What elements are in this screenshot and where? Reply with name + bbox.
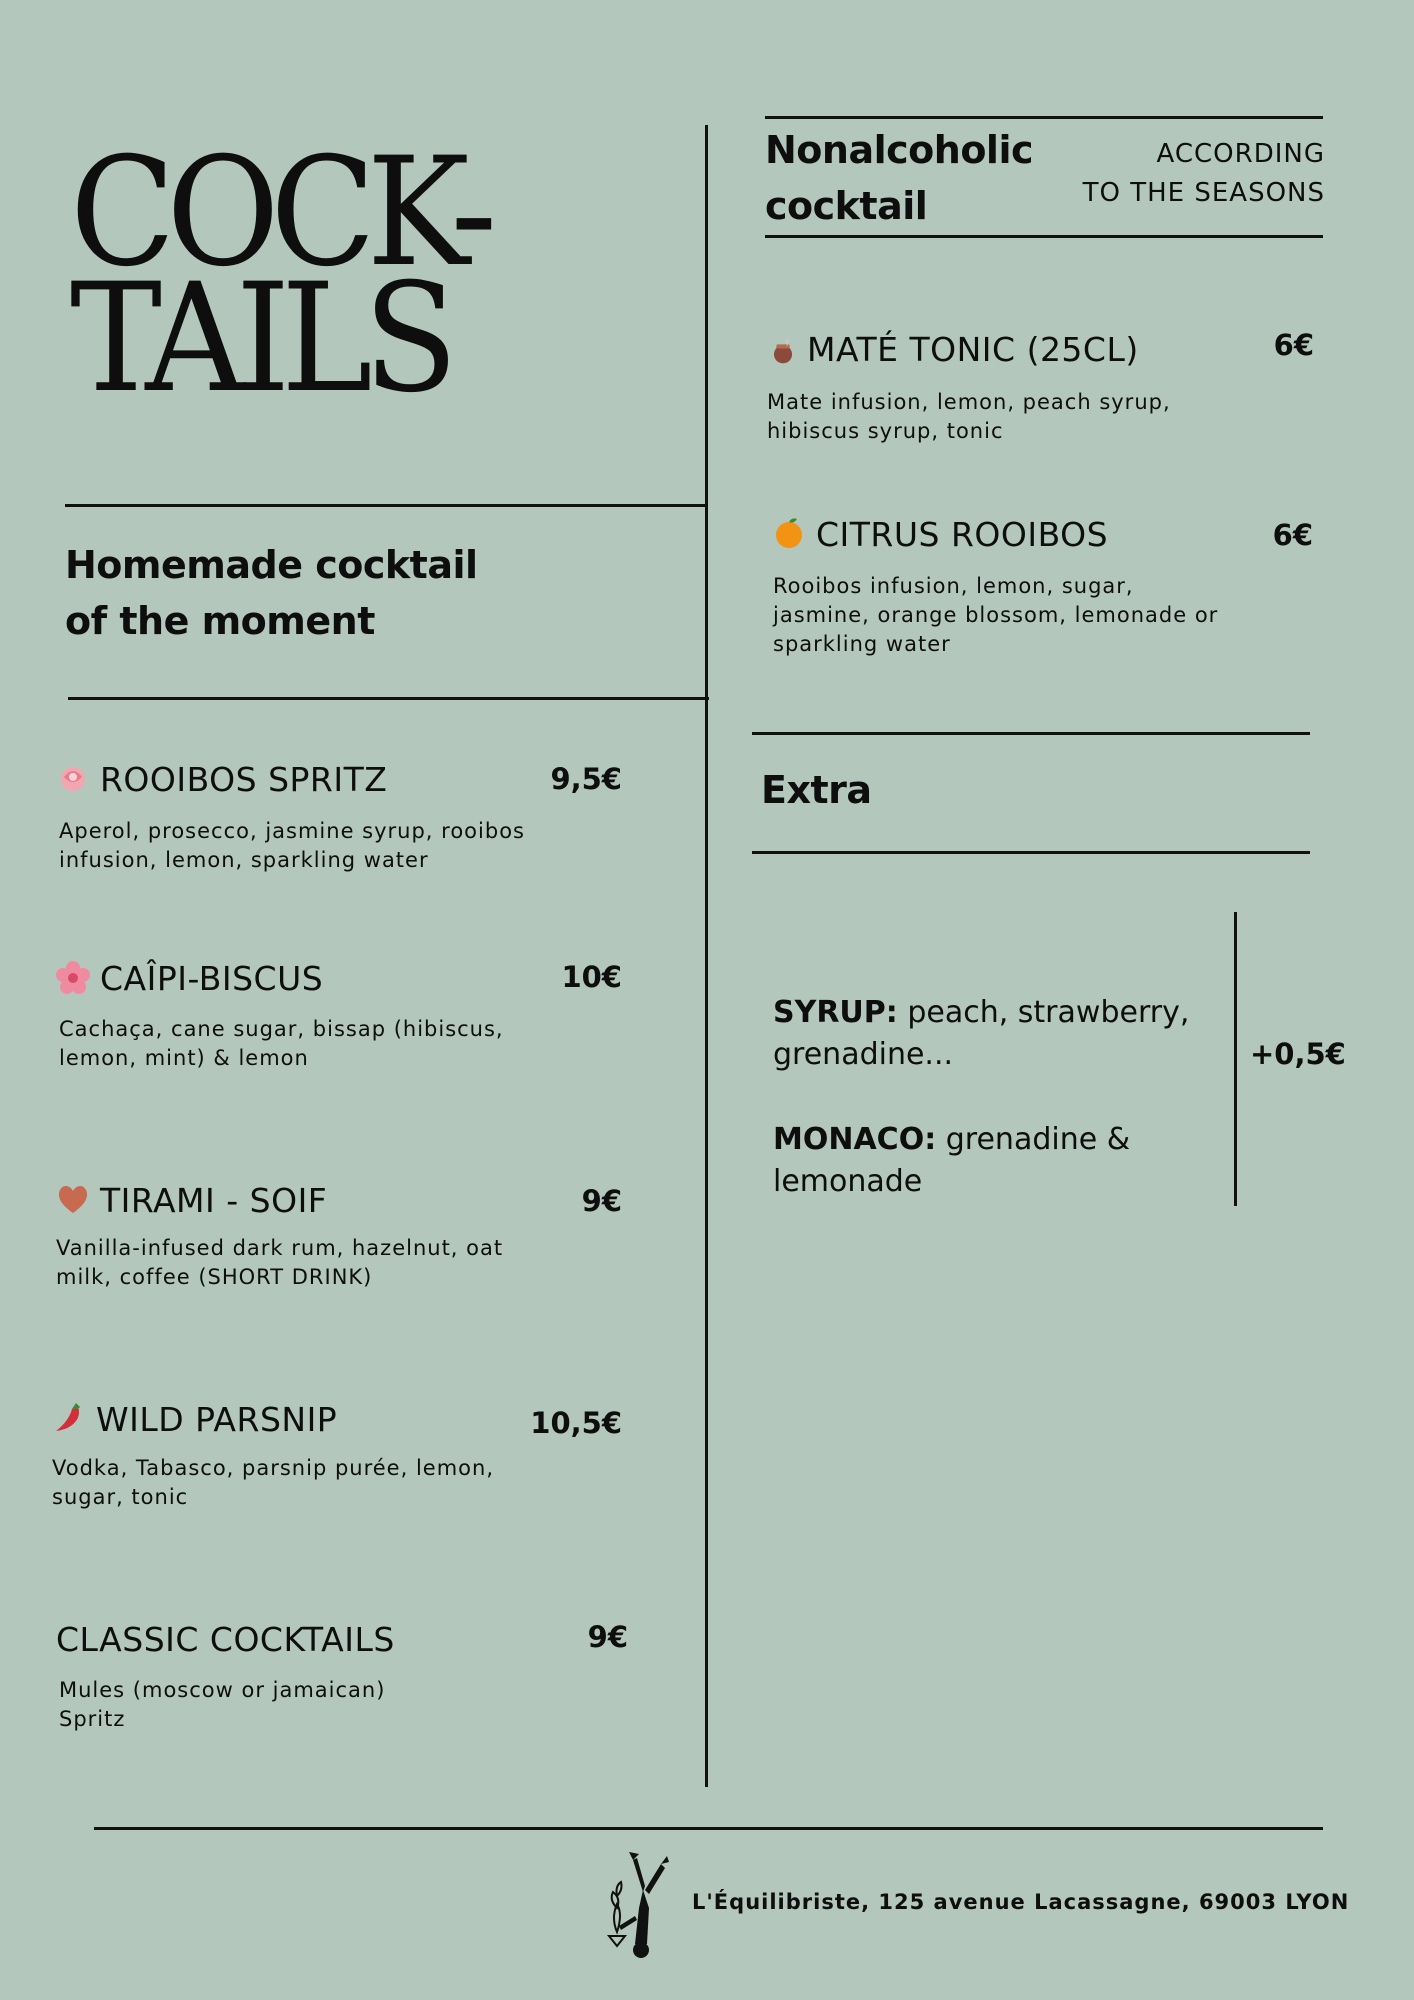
item-rooibos-spritz-name: ROOIBOS SPRITZ <box>56 760 387 799</box>
item-mate-tonic-name: MATÉ TONIC (25CL) <box>769 330 1139 369</box>
left-header-top-rule <box>65 504 707 507</box>
item-classic-cocktails-price: 9€ <box>587 1620 628 1654</box>
right-header-top-rule <box>765 116 1323 119</box>
footer-rule <box>94 1827 1323 1830</box>
extra-syrup-text: peach, strawberry, grenadine... <box>773 995 1190 1072</box>
center-divider <box>705 125 708 1787</box>
homemade-section-title: Homemade cocktail of the moment <box>65 543 478 643</box>
item-wild-parsnip-price: 10,5€ <box>530 1406 622 1440</box>
heart-icon <box>56 1182 90 1216</box>
item-wild-parsnip-desc: Vodka, Tabasco, parsnip purée, lemon, sugar, tonic <box>52 1456 494 1509</box>
item-caipi-biscus-name: CAÎPI-BISCUS <box>56 959 323 998</box>
chili-icon <box>52 1401 86 1435</box>
extra-monaco-text: grenadine & lemonade <box>773 1122 1131 1199</box>
item-caipi-biscus-price: 10€ <box>561 960 622 994</box>
left-header-bottom-rule <box>68 697 709 700</box>
item-classic-cocktails-desc: Mules (moscow or jamaican) Spritz <box>59 1678 386 1731</box>
extra-price: +0,5€ <box>1250 1037 1346 1071</box>
equilibrist-logo-icon <box>603 1848 673 1968</box>
item-citrus-rooibos-price: 6€ <box>1272 518 1313 552</box>
extra-monaco-label: MONACO: <box>773 1122 937 1157</box>
item-mate-tonic-price: 6€ <box>1273 328 1314 362</box>
extra-syrup <box>773 950 1189 1076</box>
nonalcoholic-section-title: Nonalcoholic cocktail <box>765 128 1033 228</box>
hibiscus-icon <box>56 960 90 994</box>
menu-title: COCK- TAILS <box>70 126 489 426</box>
extra-bottom-rule <box>752 851 1310 854</box>
item-caipi-biscus-desc: Cachaça, cane sugar, bissap (hibiscus, lemon, mint) & lemon <box>59 1017 504 1070</box>
item-citrus-rooibos-desc: Rooibos infusion, lemon, sugar, jasmine, orange blossom, lemonade or sparkling water <box>773 574 1219 656</box>
item-citrus-rooibos-name: CITRUS ROOIBOS <box>772 515 1108 554</box>
footer-address: L'Équilibriste, 125 avenue Lacassagne, 69003 LYON <box>692 1890 1350 1914</box>
extra-section-title: Extra <box>761 768 872 812</box>
extra-monaco <box>773 1077 1130 1203</box>
seasons-note: ACCORDING TO THE SEASONS <box>1082 139 1325 208</box>
item-rooibos-spritz-desc: Aperol, prosecco, jasmine syrup, rooibos infusion, lemon, sparkling water <box>59 819 525 872</box>
extra-top-rule <box>752 732 1310 735</box>
orange-icon <box>772 516 806 550</box>
item-mate-tonic-desc: Mate infusion, lemon, peach syrup, hibiscus syrup, tonic <box>767 390 1171 443</box>
extra-syrup-label: SYRUP: <box>773 995 898 1030</box>
extra-vertical-rule <box>1234 912 1237 1206</box>
item-classic-cocktails-name: CLASSIC COCKTAILS <box>56 1620 395 1659</box>
right-header-bottom-rule <box>765 235 1323 238</box>
item-tirami-soif-desc: Vanilla-infused dark rum, hazelnut, oat milk, coffee (SHORT DRINK) <box>56 1236 504 1289</box>
item-wild-parsnip-name: WILD PARSNIP <box>52 1400 337 1439</box>
item-tirami-soif-price: 9€ <box>581 1184 622 1218</box>
flower-icon <box>56 761 90 795</box>
mate-icon <box>769 337 797 365</box>
item-rooibos-spritz-price: 9,5€ <box>550 762 622 796</box>
item-tirami-soif-name: TIRAMI - SOIF <box>56 1181 327 1220</box>
